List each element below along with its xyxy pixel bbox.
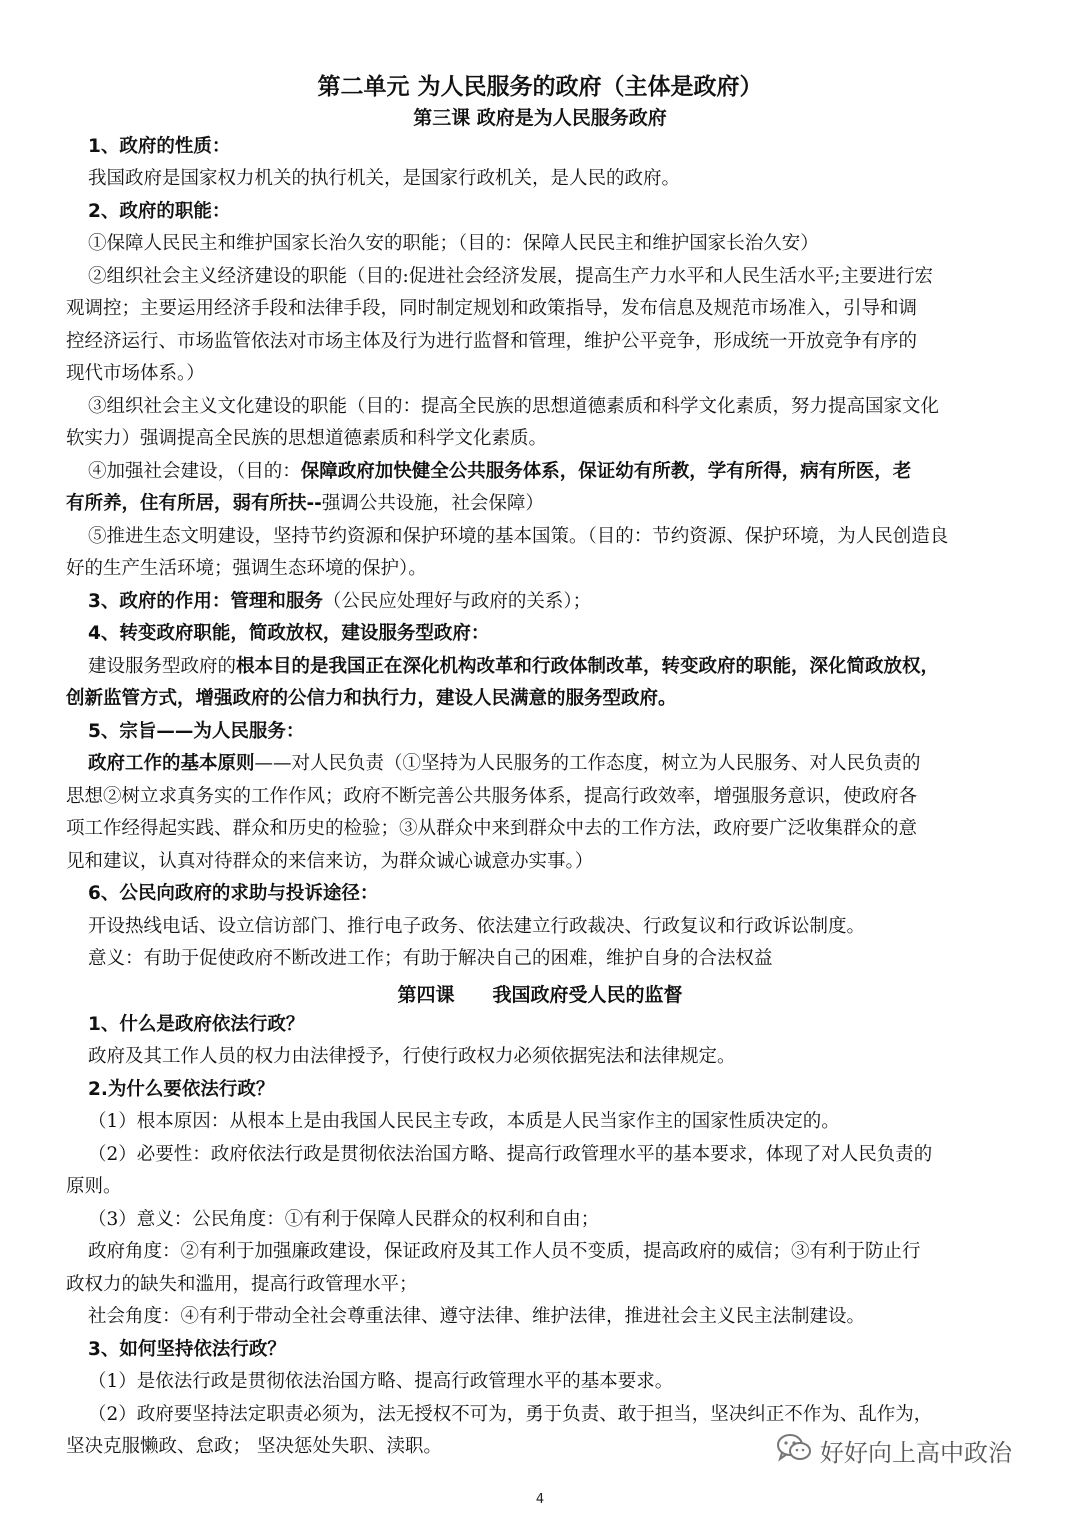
q2-line: （1）根本原因：从根本上是由我国人民民主专政，本质是人民当家作主的国家性质决定的。 xyxy=(88,1111,840,1132)
s4-bold: 根本目的是我国正在深化机构改革和行政体制改革，转变政府的职能，深化简政放权， xyxy=(236,656,940,677)
s6-heading: 6、公民向政府的求助与投诉途径： xyxy=(88,883,379,904)
s2-p2-line: 现代市场体系。） xyxy=(66,363,205,384)
wechat-icon xyxy=(776,1432,812,1468)
s2-p5-line: 好的生产生活环境；强调生态环境的保护）。 xyxy=(66,558,427,579)
s2-heading: 2、政府的职能： xyxy=(88,201,231,222)
s2-p2-line: 控经济运行、市场监管依法对市场主体及行为进行监督和管理，维护公平竞争，形成统一开放竞争有序的 xyxy=(66,331,918,352)
s1-heading: 1、政府的性质： xyxy=(88,136,231,157)
s2-p4-bold: 有所养，住有所居，弱有所扶-- xyxy=(66,493,322,514)
s2-p1: ①保障人民民主和维护国家长治久安的职能；（目的：保障人民民主和维护国家长治久安） xyxy=(88,233,819,254)
s2-p3-line: ③组织社会主义文化建设的职能（目的：提高全民族的思想道德素质和科学文化素质，努力提高国家文化 xyxy=(88,396,940,417)
q2-line: （2）必要性：政府依法行政是贯彻依法治国方略、提高行政管理水平的基本要求，体现了对人民负责的 xyxy=(88,1144,933,1165)
s4-heading: 4、转变政府职能，简政放权，建设服务型政府： xyxy=(88,623,490,644)
s5-line: 思想②树立求真务实的工作作风；政府不断完善公共服务体系，提高行政效率，增强服务意识，使政府各 xyxy=(66,786,918,807)
lesson4-title: 第四课 我国政府受人民的监督 xyxy=(397,984,683,1006)
s1-text: 我国政府是国家权力机关的执行机关，是国家行政机关，是人民的政府。 xyxy=(88,168,681,189)
q3-line: （2）政府要坚持法定职责必须为，法无授权不可为，勇于负责、敢于担当，坚决纠正不作为、乱作为， xyxy=(88,1404,933,1425)
s2-p2-line: ②组织社会主义经济建设的职能（目的:促进社会经济发展，提高生产力水平和人民生活水平;主要进行宏 xyxy=(88,266,933,287)
q3-line: 坚决克服懒政、怠政； 坚决惩处失职、渎职。 xyxy=(66,1436,442,1457)
s5-line: 见和建议，认真对待群众的来信来访，为群众诚心诚意办实事。） xyxy=(66,851,594,872)
s5-heading: 5、宗旨——为人民服务： xyxy=(88,721,305,742)
watermark xyxy=(776,1430,1066,1470)
s5-line: 项工作经得起实践、群众和历史的检验；③从群众中来到群众中去的工作方法，政府要广泛收集群众的意 xyxy=(66,818,918,839)
q1-text: 政府及其工作人员的权力由法律授予，行使行政权力必须依据宪法和法律规定。 xyxy=(88,1046,736,1067)
s2-p2-line: 观调控；主要运用经济手段和法律手段，同时制定规划和政策指导，发布信息及规范市场准入，引导和调 xyxy=(66,298,918,319)
s2-p4-prefix: ④加强社会建设，（目的： xyxy=(88,461,301,482)
q2-heading: 2.为什么要依法行政？ xyxy=(88,1079,275,1100)
lesson3-title: 第三课 政府是为人民服务政府 xyxy=(413,107,667,129)
s6-line: 开设热线电话、设立信访部门、推行电子政务、依法建立行政裁决、行政复议和行政诉讼制度。 xyxy=(88,916,866,937)
s2-p4-line xyxy=(66,491,544,517)
watermark-text: 好好向上高中政治 xyxy=(820,1438,1012,1467)
q2-line: （3）意义：公民角度：①有利于保障人民群众的权利和自由； xyxy=(88,1209,600,1230)
q3-line: （1）是依法行政是贯彻依法治国方略、提高行政管理水平的基本要求。 xyxy=(88,1371,674,1392)
s5-line xyxy=(88,751,921,777)
s3-line xyxy=(88,589,591,615)
q2-line: 社会角度：④有利于带动全社会尊重法律、遵守法律、维护法律，推进社会主义民主法制建设。 xyxy=(88,1306,866,1327)
s3-rest: （公民应处理好与政府的关系）； xyxy=(322,591,592,612)
s5-bold: 政府工作的基本原则 xyxy=(88,753,255,774)
q3-heading: 3、如何坚持依法行政？ xyxy=(88,1339,286,1360)
q2-line: 原则。 xyxy=(66,1176,122,1197)
s2-p3-line: 软实力）强调提高全民族的思想道德素质和科学文化素质。 xyxy=(66,428,548,449)
s3-heading: 3、政府的作用：管理和服务 xyxy=(88,591,323,612)
q2-line: 政权力的缺失和滥用，提高行政管理水平； xyxy=(66,1274,418,1295)
s2-p5-line: ⑤推进生态文明建设，坚持节约资源和保护环境的基本国策。（目的：节约资源、保护环境，为人民创造良 xyxy=(88,526,949,547)
page-number: 4 xyxy=(535,1492,545,1507)
q2-line: 政府角度：②有利于加强廉政建设，保证政府及其工作人员不变质，提高政府的威信；③有利于防止行 xyxy=(88,1241,921,1262)
q1-heading: 1、什么是政府依法行政？ xyxy=(88,1014,305,1035)
unit-title: 第二单元 为人民服务的政府（主体是政府） xyxy=(317,74,763,100)
s2-p4-line xyxy=(88,459,911,485)
s4-prefix: 建设服务型政府的 xyxy=(88,656,237,677)
s2-p4-bold: 保障政府加快健全公共服务体系，保证幼有所教，学有所得，病有所医，老 xyxy=(300,461,912,482)
s6-line: 意义：有助于促使政府不断改进工作；有助于解决自己的困难，维护自身的合法权益 xyxy=(88,948,773,969)
s4-bold-line: 创新监管方式，增强政府的公信力和执行力，建设人民满意的服务型政府。 xyxy=(66,688,677,709)
s4-line xyxy=(88,654,939,680)
s2-p4-suffix: 强调公共设施，社会保障） xyxy=(321,493,544,514)
s5-rest: ——对人民负责（①坚持为人民服务的工作态度，树立为人民服务、对人民负责的 xyxy=(254,753,921,774)
